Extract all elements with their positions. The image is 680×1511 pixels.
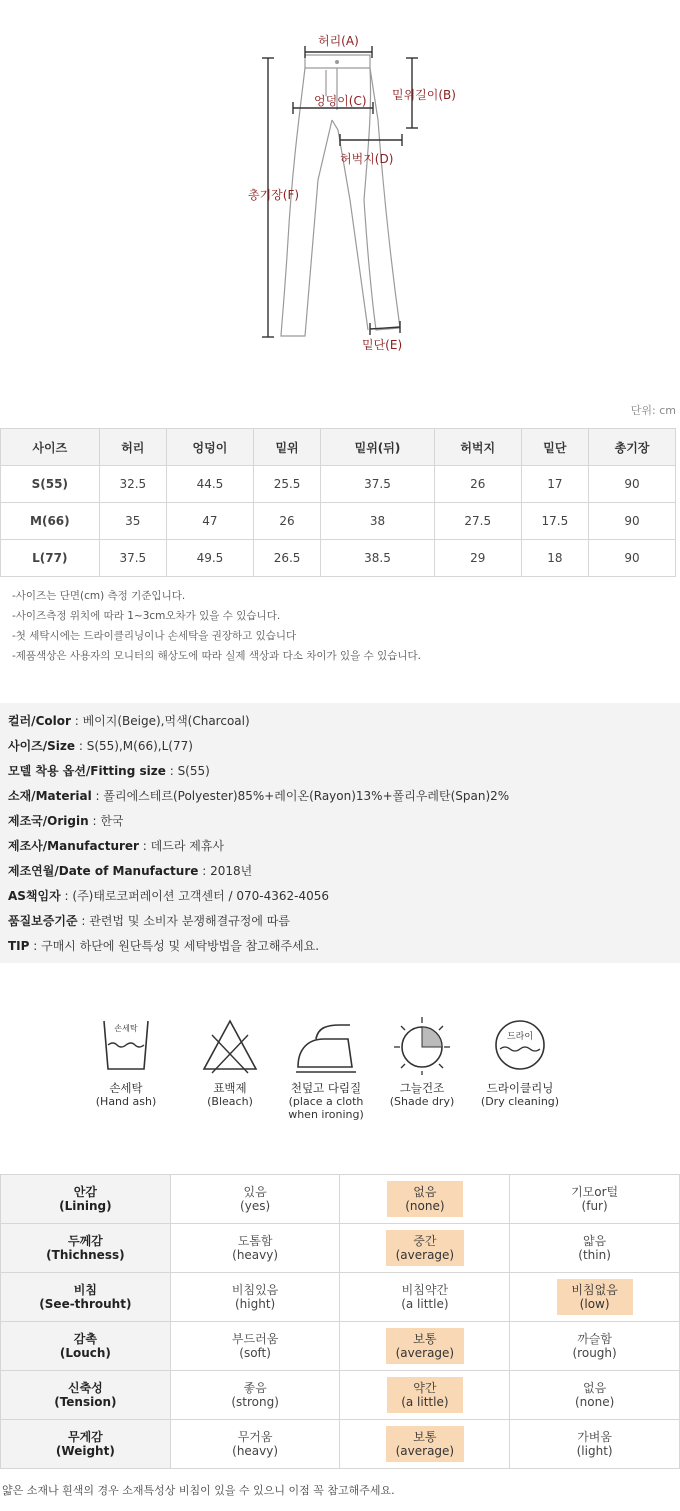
- property-option-selected: [387, 1377, 463, 1413]
- info-row-quality: [8, 909, 672, 934]
- care-item-dry-cleaning: [470, 1015, 570, 1108]
- value-cell: 90: [589, 503, 676, 540]
- rise-label: 밑위길이(B): [392, 88, 456, 102]
- info-label: 컬러/Color: [8, 714, 71, 728]
- property-name-line: (Tension): [54, 1395, 117, 1409]
- property-name-line: (Louch): [59, 1346, 111, 1360]
- care-label: 표백제: [213, 1081, 247, 1095]
- size-table-header: [1, 429, 676, 466]
- size-table: [0, 428, 676, 577]
- care-instructions: [95, 1015, 580, 1145]
- option-line: 중간: [413, 1234, 437, 1248]
- value-cell: 47: [166, 503, 253, 540]
- size-cell: M(66): [1, 503, 100, 540]
- pants-diagram: [0, 0, 680, 400]
- value-cell: 26: [434, 466, 521, 503]
- property-row: [1, 1273, 680, 1322]
- property-option: [557, 1377, 633, 1413]
- header-cell: 사이즈: [1, 429, 100, 466]
- property-name: [1, 1322, 171, 1371]
- property-option: [557, 1328, 633, 1364]
- pants-outline: [0, 0, 680, 400]
- size-cell: L(77): [1, 540, 100, 577]
- option-line: (a little): [401, 1297, 449, 1311]
- value-cell: 35: [99, 503, 166, 540]
- property-name: [1, 1420, 171, 1469]
- care-label: 드라이클리닝: [486, 1081, 554, 1095]
- property-option-cell: [170, 1175, 340, 1224]
- header-cell: 총기장: [589, 429, 676, 466]
- option-line: (rough): [572, 1346, 617, 1360]
- dry-cleaning-icon: [490, 1015, 550, 1075]
- bleach-icon: [200, 1015, 260, 1075]
- info-label: 품질보증기준: [8, 914, 78, 928]
- care-sub: (Hand ash): [95, 1095, 157, 1108]
- info-label: TIP: [8, 939, 30, 953]
- option-line: 보통: [413, 1332, 437, 1346]
- property-option-cell: [170, 1224, 340, 1273]
- property-option-cell: [170, 1420, 340, 1469]
- value-cell: 90: [589, 466, 676, 503]
- value-cell: 17: [521, 466, 588, 503]
- header-cell: 밑단: [521, 429, 588, 466]
- option-line: (thin): [578, 1248, 611, 1262]
- header-cell: 밑위(뒤): [321, 429, 435, 466]
- size-notes: [12, 586, 421, 666]
- option-line: 가벼움: [577, 1430, 612, 1444]
- care-item-hand-wash: [76, 1015, 176, 1108]
- footnote: 얇은 소재나 흰색의 경우 소재특성상 비침이 있을 수 있으니 이점 꼭 참고해주세요.: [2, 1484, 395, 1497]
- info-value: : 한국: [88, 814, 124, 828]
- care-sub: (Dry cleaning): [480, 1095, 560, 1108]
- info-value: : 2018년: [198, 864, 253, 878]
- property-option-cell: [170, 1273, 340, 1322]
- option-line: 기모or털: [571, 1185, 619, 1199]
- property-option-selected: [386, 1426, 465, 1462]
- value-cell: 25.5: [253, 466, 320, 503]
- property-name-line: 두께감: [67, 1234, 103, 1248]
- info-row-date: [8, 859, 672, 884]
- header-cell: 허리: [99, 429, 166, 466]
- size-cell: S(55): [1, 466, 100, 503]
- dry-cleaning-icon-text: 드라이: [506, 1032, 534, 1042]
- property-name: [1, 1224, 171, 1273]
- care-item-bleach: [180, 1015, 280, 1108]
- info-row-tip: [8, 934, 672, 959]
- option-line: 비침약간: [401, 1283, 449, 1297]
- note-line: -사이즈측정 위치에 따라 1~3cm오차가 있을 수 있습니다.: [12, 610, 281, 622]
- option-line: 까슬함: [577, 1332, 612, 1346]
- option-line: (none): [574, 1395, 615, 1409]
- option-line: (heavy): [232, 1248, 279, 1262]
- property-name-line: 안감: [73, 1185, 97, 1199]
- option-line: (none): [405, 1199, 445, 1213]
- value-cell: 49.5: [166, 540, 253, 577]
- info-row-fitting: [8, 759, 672, 784]
- info-value: : (주)태로코퍼레이션 고객센터 / 070-4362-4056: [60, 889, 329, 903]
- product-info: [0, 703, 680, 963]
- table-row: [1, 503, 676, 540]
- property-option-cell: [340, 1420, 510, 1469]
- care-item-shade-dry: [372, 1015, 472, 1108]
- option-line: 비침없음: [571, 1283, 618, 1297]
- table-row: [1, 540, 676, 577]
- length-label: 총기장(F): [248, 188, 300, 202]
- hand-wash-icon: [96, 1015, 156, 1075]
- value-cell: 18: [521, 540, 588, 577]
- thigh-label: 허벅지(D): [340, 152, 394, 166]
- property-name-line: (Weight): [55, 1444, 115, 1458]
- table-row: [1, 466, 676, 503]
- property-option: [217, 1230, 293, 1266]
- fabric-property-table: [0, 1174, 680, 1469]
- property-option-cell: [510, 1371, 680, 1420]
- care-sub: (Shade dry): [389, 1095, 455, 1108]
- hem-label: 밑단(E): [362, 338, 403, 352]
- info-label: 제조연월/Date of Manufacture: [8, 864, 199, 878]
- info-label: 제조국/Origin: [8, 814, 89, 828]
- property-name-line: 감촉: [73, 1332, 97, 1346]
- note-line: -제품색상은 사용자의 모니터의 해상도에 따라 실제 색상과 다소 차이가 있을 수 있습니다.: [12, 650, 421, 662]
- care-sub: when ironing): [288, 1108, 364, 1121]
- value-cell: 29: [434, 540, 521, 577]
- header-cell: 엉덩이: [166, 429, 253, 466]
- property-option: [557, 1181, 633, 1217]
- option-line: (average): [395, 1248, 455, 1262]
- property-option-selected: [386, 1230, 465, 1266]
- value-cell: 90: [589, 540, 676, 577]
- property-option-cell: [340, 1322, 510, 1371]
- property-name-line: (See-throuht): [39, 1297, 132, 1311]
- info-row-color: [8, 709, 672, 734]
- info-row-manufacturer: [8, 834, 672, 859]
- value-cell: 26.5: [253, 540, 320, 577]
- hip-label: 엉덩이(C): [314, 94, 367, 108]
- option-line: (a little): [401, 1395, 449, 1409]
- care-label: 손세탁: [109, 1081, 143, 1095]
- info-value: : 베이지(Beige),먹색(Charcoal): [70, 714, 250, 728]
- property-option: [217, 1377, 293, 1413]
- value-cell: 32.5: [99, 466, 166, 503]
- shade-dry-icon: [392, 1015, 452, 1075]
- property-option-cell: [510, 1175, 680, 1224]
- value-cell: 37.5: [321, 466, 435, 503]
- property-option-cell: [340, 1224, 510, 1273]
- value-cell: 37.5: [99, 540, 166, 577]
- property-option: [217, 1426, 293, 1462]
- value-cell: 38.5: [321, 540, 435, 577]
- property-option-cell: [340, 1175, 510, 1224]
- option-line: 얇음: [583, 1234, 607, 1248]
- info-row-size: [8, 734, 672, 759]
- property-option-selected: [557, 1279, 633, 1315]
- property-option-cell: [170, 1371, 340, 1420]
- option-line: (strong): [231, 1395, 279, 1409]
- property-name-line: 무게감: [67, 1430, 103, 1444]
- info-label: 사이즈/Size: [8, 739, 76, 753]
- property-option: [557, 1230, 633, 1266]
- iron-icon: [294, 1015, 358, 1075]
- property-option-cell: [510, 1273, 680, 1322]
- property-option: [217, 1328, 293, 1364]
- value-cell: 27.5: [434, 503, 521, 540]
- info-label: 소재/Material: [8, 789, 92, 803]
- info-value: : 관련법 및 소비자 분쟁해결규정에 따름: [77, 914, 290, 928]
- info-row-origin: [8, 809, 672, 834]
- note-line: -첫 세탁시에는 드라이클리닝이나 손세탁을 권장하고 있습니다: [12, 630, 297, 642]
- info-row-material: [8, 784, 672, 809]
- option-line: 보통: [413, 1430, 437, 1444]
- property-option-cell: [510, 1420, 680, 1469]
- option-line: 부드러움: [231, 1332, 279, 1346]
- property-name: [1, 1273, 171, 1322]
- button-icon: [335, 60, 339, 64]
- option-line: 좋음: [243, 1381, 267, 1395]
- value-cell: 26: [253, 503, 320, 540]
- property-option-cell: [340, 1273, 510, 1322]
- option-line: 무거움: [237, 1430, 273, 1444]
- property-option: [387, 1279, 463, 1315]
- info-value: : 구매시 하단에 원단특성 및 세탁방법을 참고해주세요.: [29, 939, 320, 953]
- care-sub: (Bleach): [207, 1095, 253, 1108]
- property-option: [217, 1279, 293, 1315]
- info-label: AS책임자: [8, 889, 61, 903]
- option-line: 없음: [413, 1185, 437, 1199]
- note-line: -사이즈는 단면(cm) 측정 기준입니다.: [12, 590, 186, 602]
- care-sub: (place a cloth: [288, 1095, 364, 1108]
- option-line: (hight): [234, 1297, 276, 1311]
- unit-label: 단위: cm: [630, 404, 676, 417]
- care-label: 그늘건조: [399, 1081, 445, 1095]
- property-option: [557, 1426, 633, 1462]
- value-cell: 44.5: [166, 466, 253, 503]
- property-option-selected: [386, 1328, 465, 1364]
- property-option-cell: [340, 1371, 510, 1420]
- option-line: 약간: [413, 1381, 437, 1395]
- option-line: (average): [395, 1346, 455, 1360]
- value-cell: 17.5: [521, 503, 588, 540]
- option-line: (yes): [240, 1199, 271, 1213]
- option-line: (heavy): [232, 1444, 279, 1458]
- property-option-cell: [170, 1322, 340, 1371]
- info-value: : 데드라 제휴사: [138, 839, 225, 853]
- property-name-line: (Thichness): [46, 1248, 125, 1262]
- option-line: (light): [576, 1444, 613, 1458]
- info-value: : 폴리에스테르(Polyester)85%+레이온(Rayon)13%+폴리우레탄(Span)2%: [91, 789, 510, 803]
- property-row: [1, 1322, 680, 1371]
- option-line: 있음: [243, 1185, 267, 1199]
- option-line: (average): [395, 1444, 455, 1458]
- hand-wash-icon-text: 손세탁: [114, 1024, 138, 1033]
- property-name: [1, 1371, 171, 1420]
- header-cell: 밑위: [253, 429, 320, 466]
- property-name-line: (Lining): [59, 1199, 112, 1213]
- property-name: [1, 1175, 171, 1224]
- info-label: 제조사/Manufacturer: [8, 839, 139, 853]
- option-line: (fur): [581, 1199, 608, 1213]
- waist-label: 허리(A): [318, 34, 359, 48]
- property-row: [1, 1175, 680, 1224]
- property-option-cell: [510, 1322, 680, 1371]
- care-item-iron: [276, 1015, 376, 1121]
- header-cell: 허벅지: [434, 429, 521, 466]
- option-line: 도톰함: [237, 1234, 273, 1248]
- property-option-cell: [510, 1224, 680, 1273]
- property-option: [217, 1181, 293, 1217]
- info-row-as: [8, 884, 672, 909]
- option-line: (soft): [239, 1346, 271, 1360]
- property-row: [1, 1420, 680, 1469]
- property-name-line: 신축성: [67, 1381, 103, 1395]
- option-line: (low): [579, 1297, 610, 1311]
- property-row: [1, 1224, 680, 1273]
- property-name-line: 비침: [73, 1283, 97, 1297]
- option-line: 비침있음: [231, 1283, 279, 1297]
- info-value: : S(55): [165, 764, 210, 778]
- property-row: [1, 1371, 680, 1420]
- info-label: 모델 착용 옵션/Fitting size: [8, 764, 166, 778]
- info-value: : S(55),M(66),L(77): [75, 739, 193, 753]
- property-option-selected: [387, 1181, 463, 1217]
- care-label: 천덮고 다림질: [290, 1081, 362, 1095]
- option-line: 없음: [583, 1381, 607, 1395]
- value-cell: 38: [321, 503, 435, 540]
